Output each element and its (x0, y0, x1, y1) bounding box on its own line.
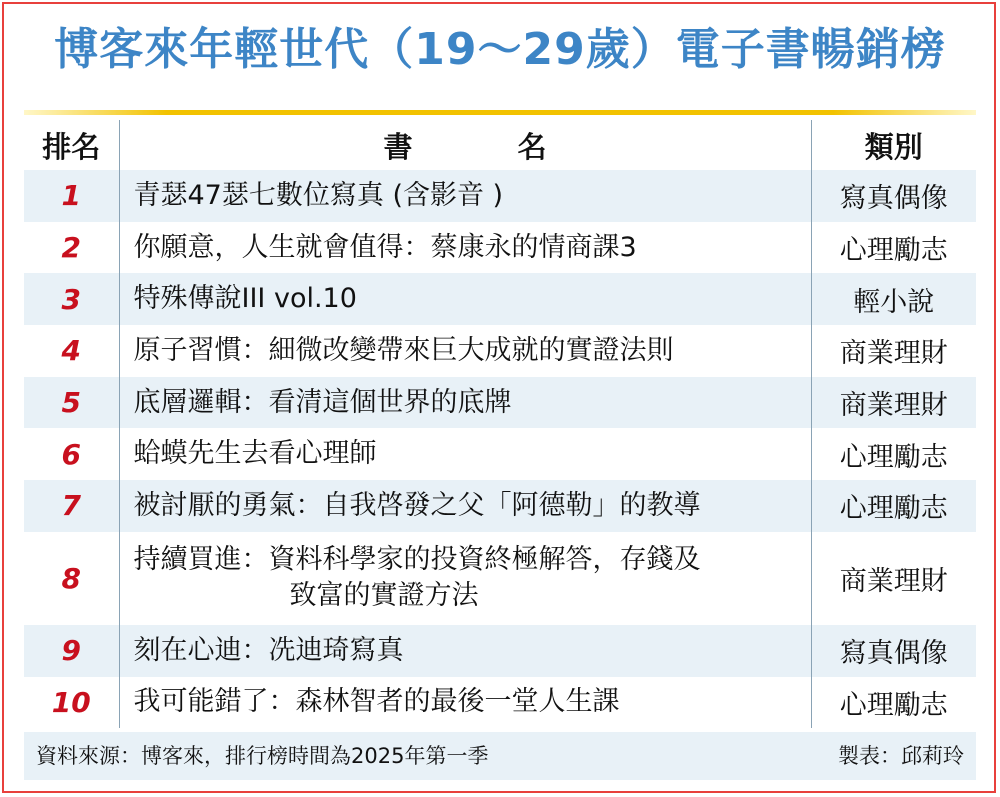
book-title-text: 被討厭的勇氣：自我啓發之父「阿德勒」的教導 (133, 489, 701, 521)
book-title-text: 青瑟47瑟七數位寫真 (含影音 ) (133, 179, 504, 211)
book-category: 心理勵志 (811, 677, 976, 729)
table-row (24, 677, 976, 729)
table-row (24, 625, 976, 677)
book-title (119, 222, 811, 274)
rank-number: 7 (24, 480, 119, 532)
table-row (24, 377, 976, 429)
book-title-text: 持續買進：資料科學家的投資終極解答，存錢及 (133, 544, 701, 576)
ranking-table (24, 120, 976, 728)
book-title (119, 428, 811, 480)
book-title (119, 532, 811, 625)
header-category: 類別 (811, 120, 976, 170)
book-title (119, 625, 811, 677)
title-divider (24, 110, 976, 115)
book-title-text: 刻在心迪：冼迪琦寫真 (133, 634, 404, 666)
book-category: 輕小說 (811, 273, 976, 325)
book-category: 心理勵志 (811, 222, 976, 274)
table-row (24, 428, 976, 480)
rank-number: 9 (24, 625, 119, 677)
table-row (24, 325, 976, 377)
book-title (119, 325, 811, 377)
header-book: 書 名 (119, 120, 811, 170)
book-category: 商業理財 (811, 325, 976, 377)
table-row (24, 273, 976, 325)
book-category: 寫真偶像 (811, 625, 976, 677)
book-title-text: 底層邏輯：看清這個世界的底牌 (133, 386, 512, 418)
book-category: 心理勵志 (811, 480, 976, 532)
rank-number: 8 (24, 532, 119, 625)
book-category: 心理勵志 (811, 428, 976, 480)
data-source-note: 資料來源：博客來，排行榜時間為2025年第一季 (36, 744, 489, 768)
book-category: 商業理財 (811, 377, 976, 429)
book-title-text: 我可能錯了：森林智者的最後一堂人生課 (133, 686, 620, 718)
book-title-continuation: 致富的實證方法 (289, 580, 479, 612)
rank-number: 5 (24, 377, 119, 429)
table-row (24, 480, 976, 532)
rank-number: 4 (24, 325, 119, 377)
rank-number: 3 (24, 273, 119, 325)
page-title: 博客來年輕世代（19～29歲）電子書暢銷榜 (54, 24, 946, 75)
book-title-text: 特殊傳說III vol.10 (133, 283, 357, 315)
book-title-text: 蛤蟆先生去看心理師 (133, 438, 377, 470)
book-title (119, 677, 811, 729)
book-title-text: 你願意，人生就會值得：蔡康永的情商課3 (133, 231, 637, 263)
rank-number: 10 (24, 677, 119, 729)
rank-number: 2 (24, 222, 119, 274)
table-row (24, 170, 976, 222)
book-title (119, 377, 811, 429)
table-header-row (24, 120, 976, 170)
book-category: 寫真偶像 (811, 170, 976, 222)
book-title-text: 原子習慣：細微改變帶來巨大成就的實證法則 (133, 334, 674, 366)
rank-number: 1 (24, 170, 119, 222)
rank-number: 6 (24, 428, 119, 480)
table-maker-credit: 製表：邱莉玲 (838, 744, 964, 768)
book-title (119, 480, 811, 532)
book-category: 商業理財 (811, 532, 976, 625)
header-rank: 排名 (24, 120, 119, 170)
footer-bar (24, 732, 976, 780)
book-title (119, 273, 811, 325)
table-row (24, 532, 976, 625)
book-title (119, 170, 811, 222)
table-row (24, 222, 976, 274)
